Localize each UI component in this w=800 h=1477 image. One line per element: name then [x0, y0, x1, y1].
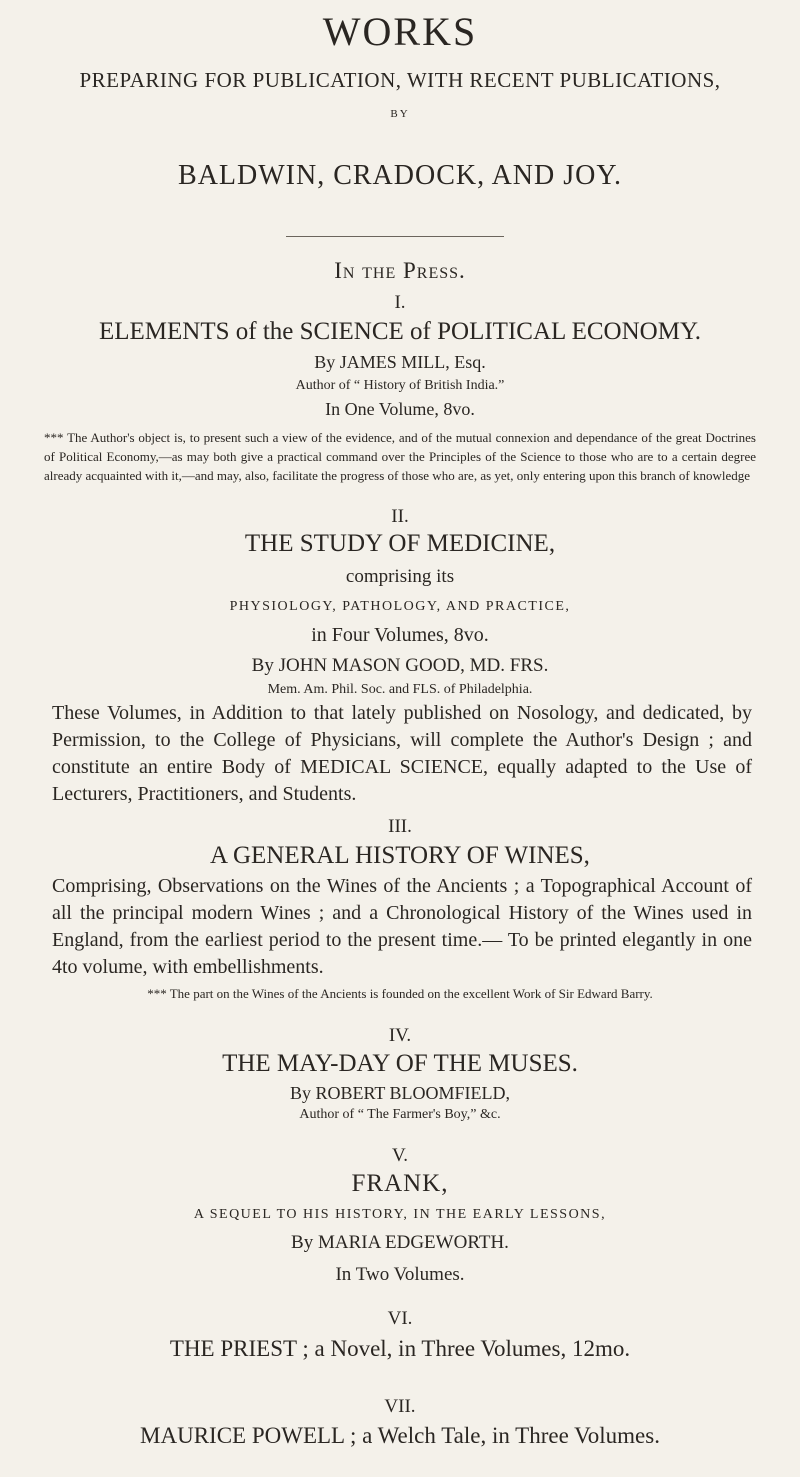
entry-5-title: FRANK,	[351, 1170, 449, 1197]
entry-1-note: Author of “ History of British India.”	[295, 378, 505, 393]
entry-2-note: Mem. Am. Phil. Soc. and FLS. of Philadelphia.	[267, 682, 533, 697]
entry-4-note: Author of “ The Farmer's Boy,” &c.	[299, 1107, 501, 1122]
entry-2-number: II.	[391, 506, 409, 527]
divider-rule	[286, 236, 504, 237]
header-title: WORKS	[322, 9, 478, 54]
entry-7-number: VII.	[384, 1396, 416, 1417]
entry-3-description: Comprising, Observations on the Wines of the Ancients ; a Topographical Account of all the principal modern Wines ; and a Chronological History of the Wines used in England, from the earliest period to the present time.— To be printed elegantly in one 4to volume, with embellishments.	[52, 875, 752, 978]
entry-3-title: A GENERAL HISTORY OF WINES,	[210, 842, 590, 869]
entry-2-description: These Volumes, in Addition to that lately published on Nosology, and dedicated, by Permission, to the College of Physicians, will complete the Author's Design ; and constitute an entire Body of MEDICAL SCIENCE, equally adapted to the Use of Lecturers, Practitioners, and Students.	[52, 702, 752, 805]
entry-1-title: ELEMENTS of the SCIENCE of POLITICAL ECONOMY.	[98, 318, 702, 345]
section-heading: In the Press.	[334, 258, 466, 283]
entry-1-number: I.	[394, 292, 406, 313]
entry-1-description: *** The Author's object is, to present such a view of the evidence, and of the mutual connexion and dependance of the great Doctrines of Political Economy,—as may both give a practical command over the Principles of the Science to those who are to a certain degree already acquainted with it,—and may, also, facilitate the progress of those who are, as yet, only entering upon this branch of knowledge	[44, 430, 756, 483]
publisher-name: BALDWIN, CRADOCK, AND JOY.	[178, 160, 622, 191]
entry-2-comprising: comprising its	[345, 566, 455, 587]
entry-5-subtitle: A SEQUEL TO HIS HISTORY, IN THE EARLY LESSONS,	[193, 1207, 607, 1222]
entry-5-format: In Two Volumes.	[335, 1264, 465, 1285]
entry-4-number: IV.	[388, 1025, 412, 1046]
entry-1-format: In One Volume, 8vo.	[325, 399, 475, 419]
entry-2-format: in Four Volumes, 8vo.	[311, 624, 489, 646]
entry-1-author: By JAMES MILL, Esq.	[314, 352, 486, 372]
entry-3-number: III.	[388, 816, 412, 837]
header-by: BY	[390, 108, 410, 120]
entry-2-topics: PHYSIOLOGY, PATHOLOGY, AND PRACTICE,	[229, 599, 571, 614]
entry-6-number: VI.	[387, 1308, 413, 1329]
entry-3-footnote: *** The part on the Wines of the Ancients is founded on the excellent Work of Sir Edward Barry.	[147, 986, 653, 1001]
entry-7-title: MAURICE POWELL ; a Welch Tale, in Three Volumes.	[140, 1423, 660, 1448]
entry-5-number: V.	[391, 1145, 409, 1166]
entry-2-author: By JOHN MASON GOOD, MD. FRS.	[251, 655, 549, 676]
entry-2-title: THE STUDY OF MEDICINE,	[244, 530, 556, 557]
entry-5-author: By MARIA EDGEWORTH.	[291, 1232, 509, 1253]
entry-4-title: THE MAY-DAY OF THE MUSES.	[222, 1050, 578, 1077]
entry-6-title: THE PRIEST ; a Novel, in Three Volumes, 12mo.	[169, 1336, 631, 1361]
header-subtitle: PREPARING FOR PUBLICATION, WITH RECENT PUBLICATIONS,	[79, 68, 721, 92]
entry-4-author: By ROBERT BLOOMFIELD,	[289, 1083, 511, 1103]
